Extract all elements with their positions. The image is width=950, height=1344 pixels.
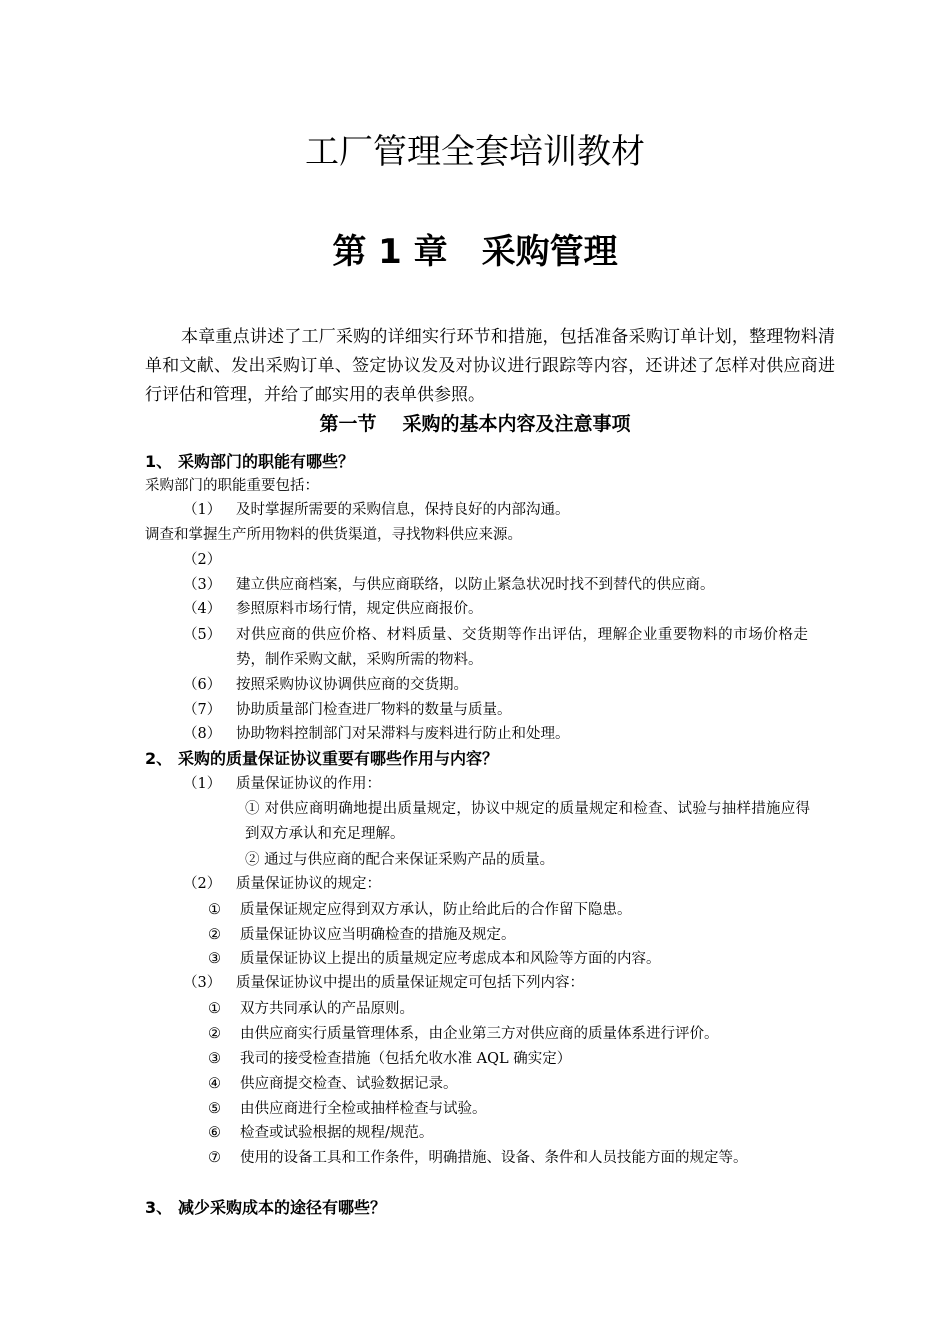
list-item-text: 供应商提交检查、试验数据记录。 <box>240 1076 458 1092</box>
list-item <box>208 1097 806 1121</box>
list-item <box>183 699 808 721</box>
list-item-text: 及时掌握所需要的采购信息，保持良好的内部沟通。 <box>236 502 570 518</box>
paragraph: 调查和掌握生产所用物料的供货渠道，寻找物料供应来源。 <box>145 527 522 543</box>
sub-paragraph: ① 对供应商明确地提出质量规定，协议中规定的质量规定和检查、试验与抽样措施应得到双方承认和充足理解。 <box>245 801 810 842</box>
list-item-text: 由供应商实行质量管理体系，由企业第三方对供应商的质量体系进行评价。 <box>240 1026 719 1042</box>
section-number: 第一节 <box>319 413 377 435</box>
question-text: 采购部门的职能有哪些？ <box>178 452 355 471</box>
list-item <box>208 1072 806 1096</box>
list-item-text: 对供应商的供应价格、材料质量、交货期等作出评估，理解企业重要物料的市场价格走势，制作采购文献，采购所需的物料。 <box>236 627 808 668</box>
question-heading <box>145 1196 386 1220</box>
list-item-text: 检查或试验根据的规程/规范。 <box>240 1125 434 1141</box>
list-item-text: 按照采购协议协调供应商的交货期。 <box>236 677 468 693</box>
list-item-number: ⑥ <box>208 1125 221 1141</box>
section-name: 采购的基本内容及注意事项 <box>402 413 631 435</box>
list-item <box>183 773 808 795</box>
list-item-number: （3） <box>183 577 222 593</box>
list-item-number: （2） <box>183 552 222 568</box>
list-item <box>183 499 808 521</box>
list-item-text: 使用的设备工具和工作条件，明确措施、设备、条件和人员技能方面的规定等。 <box>240 1150 748 1166</box>
question-text: 减少采购成本的途径有哪些？ <box>178 1198 387 1217</box>
list-item-text: 双方共同承认的产品原则。 <box>240 1001 414 1017</box>
list-item-number: ① <box>208 902 221 918</box>
list-item-text: 建立供应商档案，与供应商联络，以防止紧急状况时找不到替代的供应商。 <box>236 577 715 593</box>
list-item-text: 质量保证协议的作用： <box>236 776 381 792</box>
list-item <box>208 923 806 947</box>
list-item-number: （2） <box>183 876 222 892</box>
list-item-number: ③ <box>208 1051 221 1067</box>
list-item-number: ③ <box>208 951 221 967</box>
list-item <box>183 873 808 895</box>
list-item <box>208 997 806 1021</box>
list-item <box>183 723 808 745</box>
list-item-text: 质量保证协议的规定： <box>236 876 381 892</box>
question-number: 3、 <box>145 1198 173 1217</box>
question-number: 1、 <box>145 452 173 471</box>
question-number: 2、 <box>145 749 173 768</box>
list-item-text: 协助物料控制部门对呆滞料与废料进行防止和处理。 <box>236 726 570 742</box>
chapter-number: 第 1 章 <box>332 232 448 272</box>
list-item <box>208 1022 806 1046</box>
list-item-number: （8） <box>183 726 222 742</box>
sub-paragraph: ② 通过与供应商的配合来保证采购产品的质量。 <box>245 852 555 868</box>
chapter-name: 采购管理 <box>481 232 618 272</box>
list-item-number: （4） <box>183 601 222 617</box>
list-item-number: （1） <box>183 502 222 518</box>
list-item <box>208 947 806 971</box>
list-item-number: （6） <box>183 677 222 693</box>
list-item-number: （3） <box>183 975 222 991</box>
list-item-text: 由供应商进行全检或抽样检查与试验。 <box>240 1101 487 1117</box>
list-item-text: 协助质量部门检查进厂物料的数量与质量。 <box>236 702 512 718</box>
list-item <box>183 623 808 673</box>
list-item-number: （7） <box>183 702 222 718</box>
list-item-text: 参照原料市场行情，规定供应商报价。 <box>236 601 483 617</box>
list-item <box>183 598 808 620</box>
list-item-number: ② <box>208 927 221 943</box>
list-item-text: 质量保证协议应当明确检查的措施及规定。 <box>240 927 516 943</box>
list-item <box>183 674 808 696</box>
document-title: 工厂管理全套培训教材 <box>305 132 645 172</box>
list-item-number: ① <box>208 1001 221 1017</box>
list-item <box>208 1146 806 1171</box>
list-item <box>208 1121 806 1145</box>
section-title <box>0 410 950 438</box>
list-item-text: 质量保证协议中提出的质量保证规定可包括下列内容： <box>236 975 584 991</box>
paragraph: 采购部门的职能重要包括： <box>145 478 319 494</box>
list-item-text: 质量保证规定应得到双方承认，防止给此后的合作留下隐患。 <box>240 902 632 918</box>
question-heading <box>145 747 498 771</box>
list-item-number: （1） <box>183 776 222 792</box>
list-item <box>208 898 806 922</box>
list-item-number: ④ <box>208 1076 221 1092</box>
list-item-number: （5） <box>183 627 222 643</box>
question-text: 采购的质量保证协议重要有哪些作用与内容？ <box>178 749 499 768</box>
chapter-title <box>0 228 950 276</box>
question-heading <box>145 450 354 474</box>
list-item-text: 质量保证协议上提出的质量规定应考虑成本和风险等方面的内容。 <box>240 951 661 967</box>
list-item <box>208 1047 806 1071</box>
chapter-intro: 本章重点讲述了工厂采购的详细实行环节和措施，包括准备采购订单计划，整理物料清单和文献、发出采购订单、签定协议发及对协议进行跟踪等内容，还讲述了怎样对供应商进行评估和管理，并给了邮实用的表单供参照。 <box>145 327 835 405</box>
list-item <box>183 574 808 596</box>
list-item-number: ② <box>208 1026 221 1042</box>
list-item-number: ⑦ <box>208 1150 221 1166</box>
list-item-text: 我司的接受检查措施（包括允收水准 AQL 确实定） <box>240 1051 572 1067</box>
list-item-number: ⑤ <box>208 1101 221 1117</box>
list-item <box>183 972 808 994</box>
